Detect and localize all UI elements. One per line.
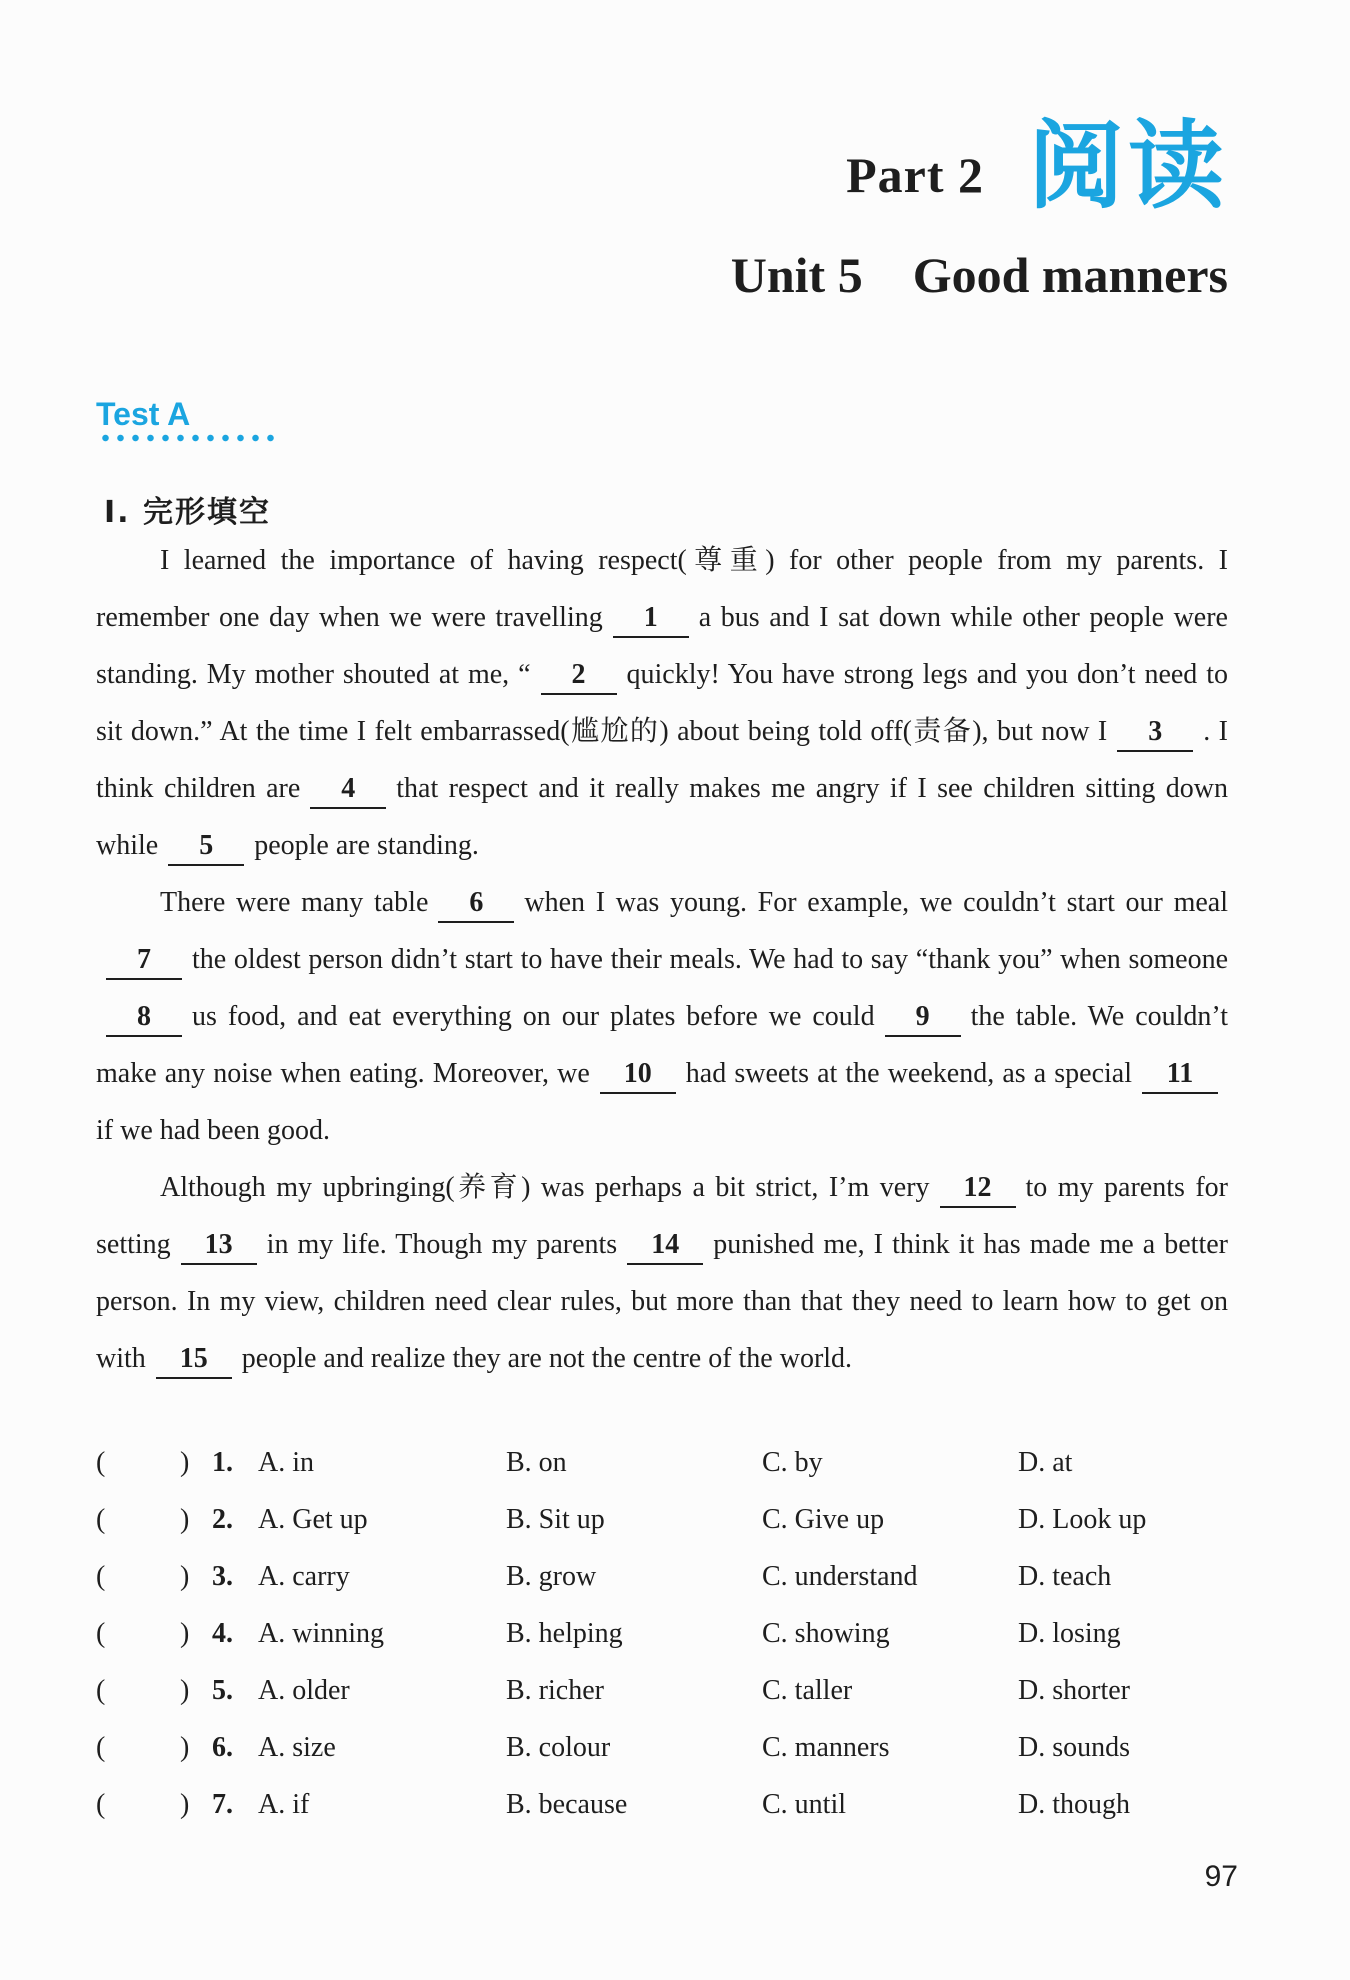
option-c[interactable]: C. Give up: [762, 1504, 885, 1535]
option-c[interactable]: C. taller: [762, 1675, 853, 1706]
answer-paren-open[interactable]: (: [96, 1732, 106, 1763]
answer-paren-close: ): [180, 1504, 190, 1535]
blank-1[interactable]: 1: [613, 600, 689, 638]
option-c[interactable]: C. showing: [762, 1618, 890, 1649]
passage-text: a bus and I sat down while other people were standing. My mother shouted at me, “: [96, 602, 1228, 690]
test-label: Test A: [96, 396, 191, 432]
option-a[interactable]: A. winning: [258, 1618, 384, 1649]
option-a[interactable]: A. Get up: [258, 1504, 368, 1535]
option-d[interactable]: D. sounds: [1018, 1732, 1131, 1763]
passage-text: . I think children are: [96, 716, 1228, 804]
passage-text: in my life. Though my parents: [266, 1229, 618, 1260]
passage-paragraph: [96, 1159, 1228, 1387]
answer-paren-open[interactable]: (: [96, 1504, 106, 1535]
option-d[interactable]: D. Look up: [1018, 1504, 1147, 1535]
passage-paragraph: [96, 874, 1228, 1159]
answer-choices: [96, 1447, 1236, 1846]
part-title-cn: 阅读: [1028, 110, 1228, 222]
blank-9[interactable]: 9: [885, 999, 961, 1037]
question-row: [96, 1447, 1236, 1504]
question-number: 6.: [212, 1732, 233, 1763]
passage-text: if we had been good.: [96, 1115, 331, 1146]
option-a[interactable]: A. if: [258, 1789, 310, 1820]
answer-paren-open[interactable]: (: [96, 1447, 106, 1478]
cloze-passage: [96, 532, 1228, 1387]
passage-text: the oldest person didn’t start to have their meals. We had to say “thank you” when someone: [192, 944, 1228, 975]
blank-13[interactable]: 13: [181, 1227, 257, 1265]
option-d[interactable]: D. teach: [1018, 1561, 1112, 1592]
answer-paren-close: ): [180, 1789, 190, 1820]
blank-12[interactable]: 12: [940, 1170, 1016, 1208]
answer-paren-open[interactable]: (: [96, 1675, 106, 1706]
option-d[interactable]: D. shorter: [1018, 1675, 1130, 1706]
option-a[interactable]: A. in: [258, 1447, 314, 1478]
passage-text: Although my upbringing(养育) was perhaps a bit strict, I’m very: [160, 1172, 930, 1203]
option-a[interactable]: A. carry: [258, 1561, 350, 1592]
blank-3[interactable]: 3: [1117, 714, 1193, 752]
blank-11[interactable]: 11: [1142, 1056, 1218, 1094]
answer-paren-close: ): [180, 1561, 190, 1592]
section-heading: Ⅰ. 完形填空: [104, 495, 272, 530]
option-b[interactable]: B. richer: [506, 1675, 604, 1706]
question-row: [96, 1789, 1236, 1846]
passage-text: punished me, I think it has made me a better person. In my view, children need clear rules, but more than that they need to learn how to get on with: [96, 1229, 1228, 1374]
unit-title: Unit 5 Good manners: [730, 247, 1228, 303]
option-c[interactable]: C. understand: [762, 1561, 918, 1592]
blank-7[interactable]: 7: [106, 942, 182, 980]
blank-14[interactable]: 14: [627, 1227, 703, 1265]
dotted-underline: [98, 434, 278, 442]
page-number: 97: [1204, 1860, 1238, 1893]
answer-paren-close: ): [180, 1447, 190, 1478]
passage-text: quickly! You have strong legs and you don’t need to sit down.” At the time I felt embarrassed(尴尬的) about being told off(责备), but now I: [96, 659, 1228, 747]
option-a[interactable]: A. size: [258, 1732, 336, 1763]
passage-text: I learned the importance of having respect(尊重) for other people from my parents. I remember one day when we were travelling: [96, 545, 1228, 633]
passage-paragraph: [96, 532, 1228, 874]
option-b[interactable]: B. grow: [506, 1561, 597, 1592]
question-number: 2.: [212, 1504, 233, 1535]
blank-15[interactable]: 15: [156, 1341, 232, 1379]
option-a[interactable]: A. older: [258, 1675, 350, 1706]
blank-2[interactable]: 2: [541, 657, 617, 695]
option-b[interactable]: B. helping: [506, 1618, 623, 1649]
option-c[interactable]: C. manners: [762, 1732, 890, 1763]
question-number: 4.: [212, 1618, 233, 1649]
answer-paren-open[interactable]: (: [96, 1618, 106, 1649]
option-c[interactable]: C. until: [762, 1789, 847, 1820]
option-b[interactable]: B. colour: [506, 1732, 611, 1763]
blank-10[interactable]: 10: [600, 1056, 676, 1094]
option-b[interactable]: B. Sit up: [506, 1504, 605, 1535]
passage-text: us food, and eat everything on our plates before we could: [192, 1001, 875, 1032]
answer-paren-close: ): [180, 1618, 190, 1649]
blank-4[interactable]: 4: [310, 771, 386, 809]
passage-text: when I was young. For example, we couldn’t start our meal: [524, 887, 1228, 918]
question-row: [96, 1675, 1236, 1732]
blank-8[interactable]: 8: [106, 999, 182, 1037]
passage-text: There were many table: [160, 887, 429, 918]
part-label: Part 2: [846, 147, 984, 203]
question-number: 1.: [212, 1447, 233, 1478]
blank-5[interactable]: 5: [168, 828, 244, 866]
passage-text: people and realize they are not the centre of the world.: [241, 1343, 853, 1374]
passage-text: people are standing.: [254, 830, 479, 861]
option-b[interactable]: B. on: [506, 1447, 567, 1478]
passage-text: the table. We couldn’t make any noise when eating. Moreover, we: [96, 1001, 1228, 1089]
answer-paren-close: ): [180, 1675, 190, 1706]
option-d[interactable]: D. though: [1018, 1789, 1130, 1820]
question-number: 7.: [212, 1789, 233, 1820]
question-row: [96, 1618, 1236, 1675]
option-d[interactable]: D. at: [1018, 1447, 1073, 1478]
question-number: 3.: [212, 1561, 233, 1592]
option-d[interactable]: D. losing: [1018, 1618, 1121, 1649]
option-c[interactable]: C. by: [762, 1447, 823, 1478]
passage-text: that respect and it really makes me angry if I see children sitting down while: [96, 773, 1228, 861]
option-b[interactable]: B. because: [506, 1789, 628, 1820]
part-header: [846, 110, 1228, 222]
passage-text: to my parents for setting: [96, 1172, 1228, 1260]
question-row: [96, 1732, 1236, 1789]
answer-paren-open[interactable]: (: [96, 1789, 106, 1820]
blank-6[interactable]: 6: [438, 885, 514, 923]
answer-paren-close: ): [180, 1732, 190, 1763]
passage-text: had sweets at the weekend, as a special: [685, 1058, 1133, 1089]
question-number: 5.: [212, 1675, 233, 1706]
question-row: [96, 1561, 1236, 1618]
answer-paren-open[interactable]: (: [96, 1561, 106, 1592]
question-row: [96, 1504, 1236, 1561]
